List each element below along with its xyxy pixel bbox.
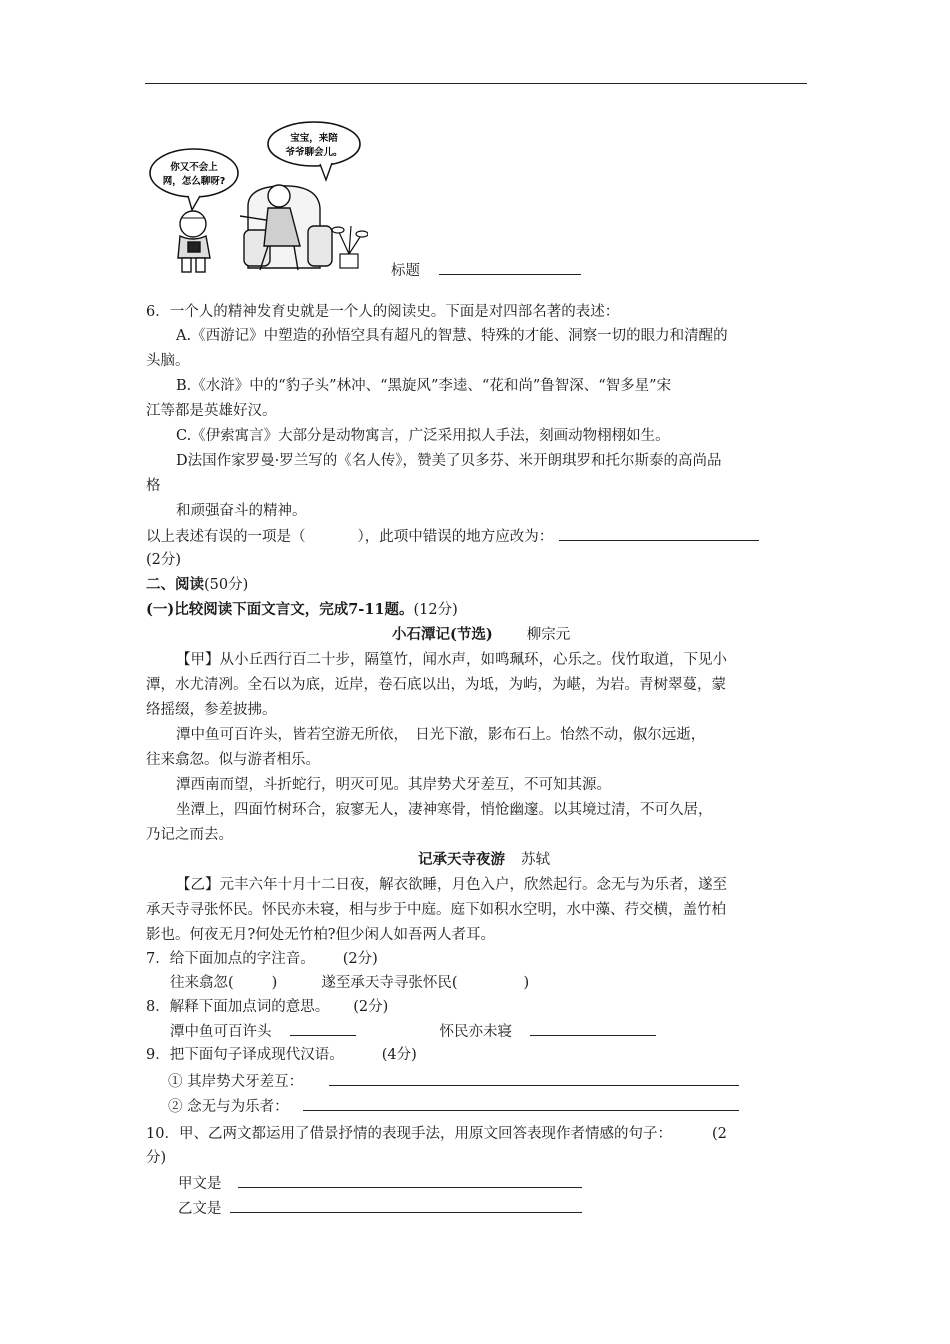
- jia-p4-line2: 乃记之而去。: [146, 827, 233, 843]
- q6-stem: 6．一个人的精神发育史就是一个人的阅读史。下面是对四部名著的表述：: [146, 304, 620, 320]
- section2-score: (50分): [204, 577, 249, 593]
- q8-stem-line: [146, 997, 388, 1017]
- q9-score: (4分): [381, 1047, 417, 1063]
- grandpa-bubble-line2: 爷爷聊会儿。: [285, 147, 343, 158]
- q7-score: (2分): [342, 951, 378, 967]
- yi-p1-line1: 【乙】元丰六年十月十二日夜，解衣欲睡，月色入户，欣然起行。念无与为乐者，遂至: [176, 877, 727, 893]
- grandpa-speech-bubble: [268, 122, 360, 166]
- jia-p4-line1: 坐潭上，四面竹树环合，寂寥无人，凄神寒骨，悄怆幽邃。以其境过清，不可久居，: [176, 802, 713, 818]
- q6-option-c: C.《伊索寓言》大部分是动物寓言，广泛采用拟人手法，刻画动物栩栩如生。: [176, 428, 670, 444]
- child-speech-bubble: [150, 149, 238, 197]
- q7-item1-label: 往来翕忽(: [170, 975, 234, 991]
- q10-score-part1: (2: [711, 1126, 727, 1142]
- q6-option-d-line1: D法国作家罗曼·罗兰写的《名人传》，赞美了贝多芬、米开朗琪罗和托尔斯泰的高尚品: [176, 453, 722, 469]
- jia-title: 小石潭记(节选): [392, 626, 493, 643]
- jia-p3: 潭西南而望，斗折蛇行，明灭可见。其岸势犬牙差互，不可知其源。: [176, 777, 611, 793]
- grandpa-figure: [240, 185, 332, 270]
- q7-stem: 7．给下面加点的字注音。: [146, 951, 315, 967]
- jia-author: 柳宗元: [526, 627, 571, 643]
- q9-item2-blank[interactable]: [303, 1096, 739, 1111]
- yi-p1-line3: 影也。何夜无月?何处无竹柏?但少闲人如吾两人者耳。: [146, 927, 496, 943]
- q6-score: (2分): [146, 552, 182, 568]
- jia-p2-line1: 潭中鱼可百许头，皆若空游无所依， 日光下澈，影布石上。怡然不动，俶尔远逝，: [176, 727, 706, 743]
- potted-plant: [332, 226, 368, 268]
- section2-heading: [146, 575, 248, 595]
- subsection-score: (12分): [413, 602, 458, 618]
- grandpa-bubble-line1: 宝宝，来陪: [290, 133, 338, 144]
- q8-item1-blank[interactable]: [290, 1021, 356, 1036]
- q8-stem: 8．解释下面加点词的意思。: [146, 999, 330, 1015]
- child-figure: [178, 211, 210, 272]
- yi-author: 苏轼: [521, 852, 550, 868]
- q6-option-b-line1: B.《水浒》中的“豹子头”林冲、“黑旋风”李逵、“花和尚”鲁智深、“智多星”宋: [176, 378, 672, 394]
- q10-jia-line: [178, 1173, 582, 1194]
- q6-option-d-line3: 和顽强奋斗的精神。: [176, 503, 307, 519]
- jia-title-line: [392, 625, 570, 645]
- top-rule: [145, 83, 807, 84]
- q6-choice-blank[interactable]: [306, 527, 358, 541]
- q10-stem: 10．甲、乙两文都运用了借景抒情的表现手法，用原文回答表现作者情感的句子：: [146, 1126, 672, 1142]
- section2-subheading: [146, 600, 458, 620]
- q9-item1-line: [168, 1071, 739, 1092]
- child-bubble-line1: 你又不会上: [170, 162, 218, 173]
- q6-answer-line: [146, 526, 759, 547]
- title-label: 标题: [391, 263, 420, 279]
- q8-items: [170, 1021, 656, 1042]
- yi-title-line: [418, 850, 550, 870]
- section2-title: 二、阅读: [146, 576, 204, 593]
- q10-yi-line: [178, 1198, 582, 1219]
- q7-item1-blank[interactable]: [234, 973, 272, 987]
- child-bubble-line2: 网，怎么聊呀?: [162, 176, 226, 187]
- q7-items: [170, 973, 529, 993]
- q6-option-a-line1: A.《西游记》中塑造的孙悟空具有超凡的智慧、特殊的才能、洞察一切的眼力和清醒的: [176, 328, 728, 344]
- q9-item2-line: [168, 1096, 739, 1117]
- q9-stem-line: [146, 1045, 417, 1065]
- jia-p1-line2: 潭，水尤清冽。全石以为底，近岸，卷石底以出，为坻，为屿，为嵁，为岩。青树翠蔓，蒙: [146, 677, 726, 693]
- cartoon-title-prompt: [391, 260, 581, 281]
- yi-title: 记承天寺夜游: [418, 851, 505, 868]
- q6-option-d-line2: 格: [146, 478, 161, 494]
- q6-correction-blank[interactable]: [559, 526, 759, 541]
- q6-answer-prompt-b: ），此项中错误的地方应改为：: [357, 529, 554, 545]
- q9-item1-blank[interactable]: [329, 1071, 739, 1086]
- q10-stem-line: [146, 1124, 727, 1144]
- q10-jia-blank[interactable]: [238, 1173, 582, 1188]
- q7-stem-line: [146, 949, 378, 969]
- q6-option-a-line2: 头脑。: [146, 353, 190, 369]
- q7-item2-blank[interactable]: [458, 973, 524, 987]
- jia-p2-line2: 往来翕忽。似与游者相乐。: [146, 752, 320, 768]
- jia-p1-line1: 【甲】从小丘西行百二十步，隔篁竹，闻水声，如鸣珮环，心乐之。伐竹取道，下见小: [176, 652, 727, 668]
- q10-score-part2: 分): [146, 1150, 167, 1166]
- jia-p1-line3: 络摇缀，参差披拂。: [146, 702, 277, 718]
- q7-item1-close: ): [271, 975, 278, 991]
- q10-yi-label: 乙文是: [178, 1201, 222, 1217]
- q6-option-b-line2: 江等都是英雄好汉。: [146, 403, 277, 419]
- title-answer-blank[interactable]: [439, 260, 581, 275]
- q10-jia-label: 甲文是: [178, 1176, 222, 1192]
- subsection-title: (一)比较阅读下面文言文，完成7-11题。: [146, 601, 414, 618]
- cartoon-illustration: [148, 118, 368, 278]
- yi-p1-line2: 承天寺寻张怀民。怀民亦未寝，相与步于中庭。庭下如积水空明，水中藻、荇交横，盖竹柏: [146, 902, 726, 918]
- q9-item2: ② 念无与为乐者：: [168, 1099, 289, 1115]
- q9-stem: 9．把下面句子译成现代汉语。: [146, 1047, 344, 1063]
- q9-item1: ① 其岸势犬牙差互：: [168, 1074, 304, 1090]
- q7-item2-label: 遂至承天寺寻张怀民(: [321, 975, 458, 991]
- q8-item2: 怀民亦未寝: [439, 1024, 512, 1040]
- q8-item2-blank[interactable]: [530, 1021, 656, 1036]
- q8-score: (2分): [353, 999, 389, 1015]
- q6-answer-prompt-a: 以上表述有误的一项是（: [146, 529, 306, 545]
- q7-item2-close: ): [523, 975, 530, 991]
- q10-yi-blank[interactable]: [230, 1198, 582, 1213]
- q8-item1: 潭中鱼可百许头: [170, 1024, 272, 1040]
